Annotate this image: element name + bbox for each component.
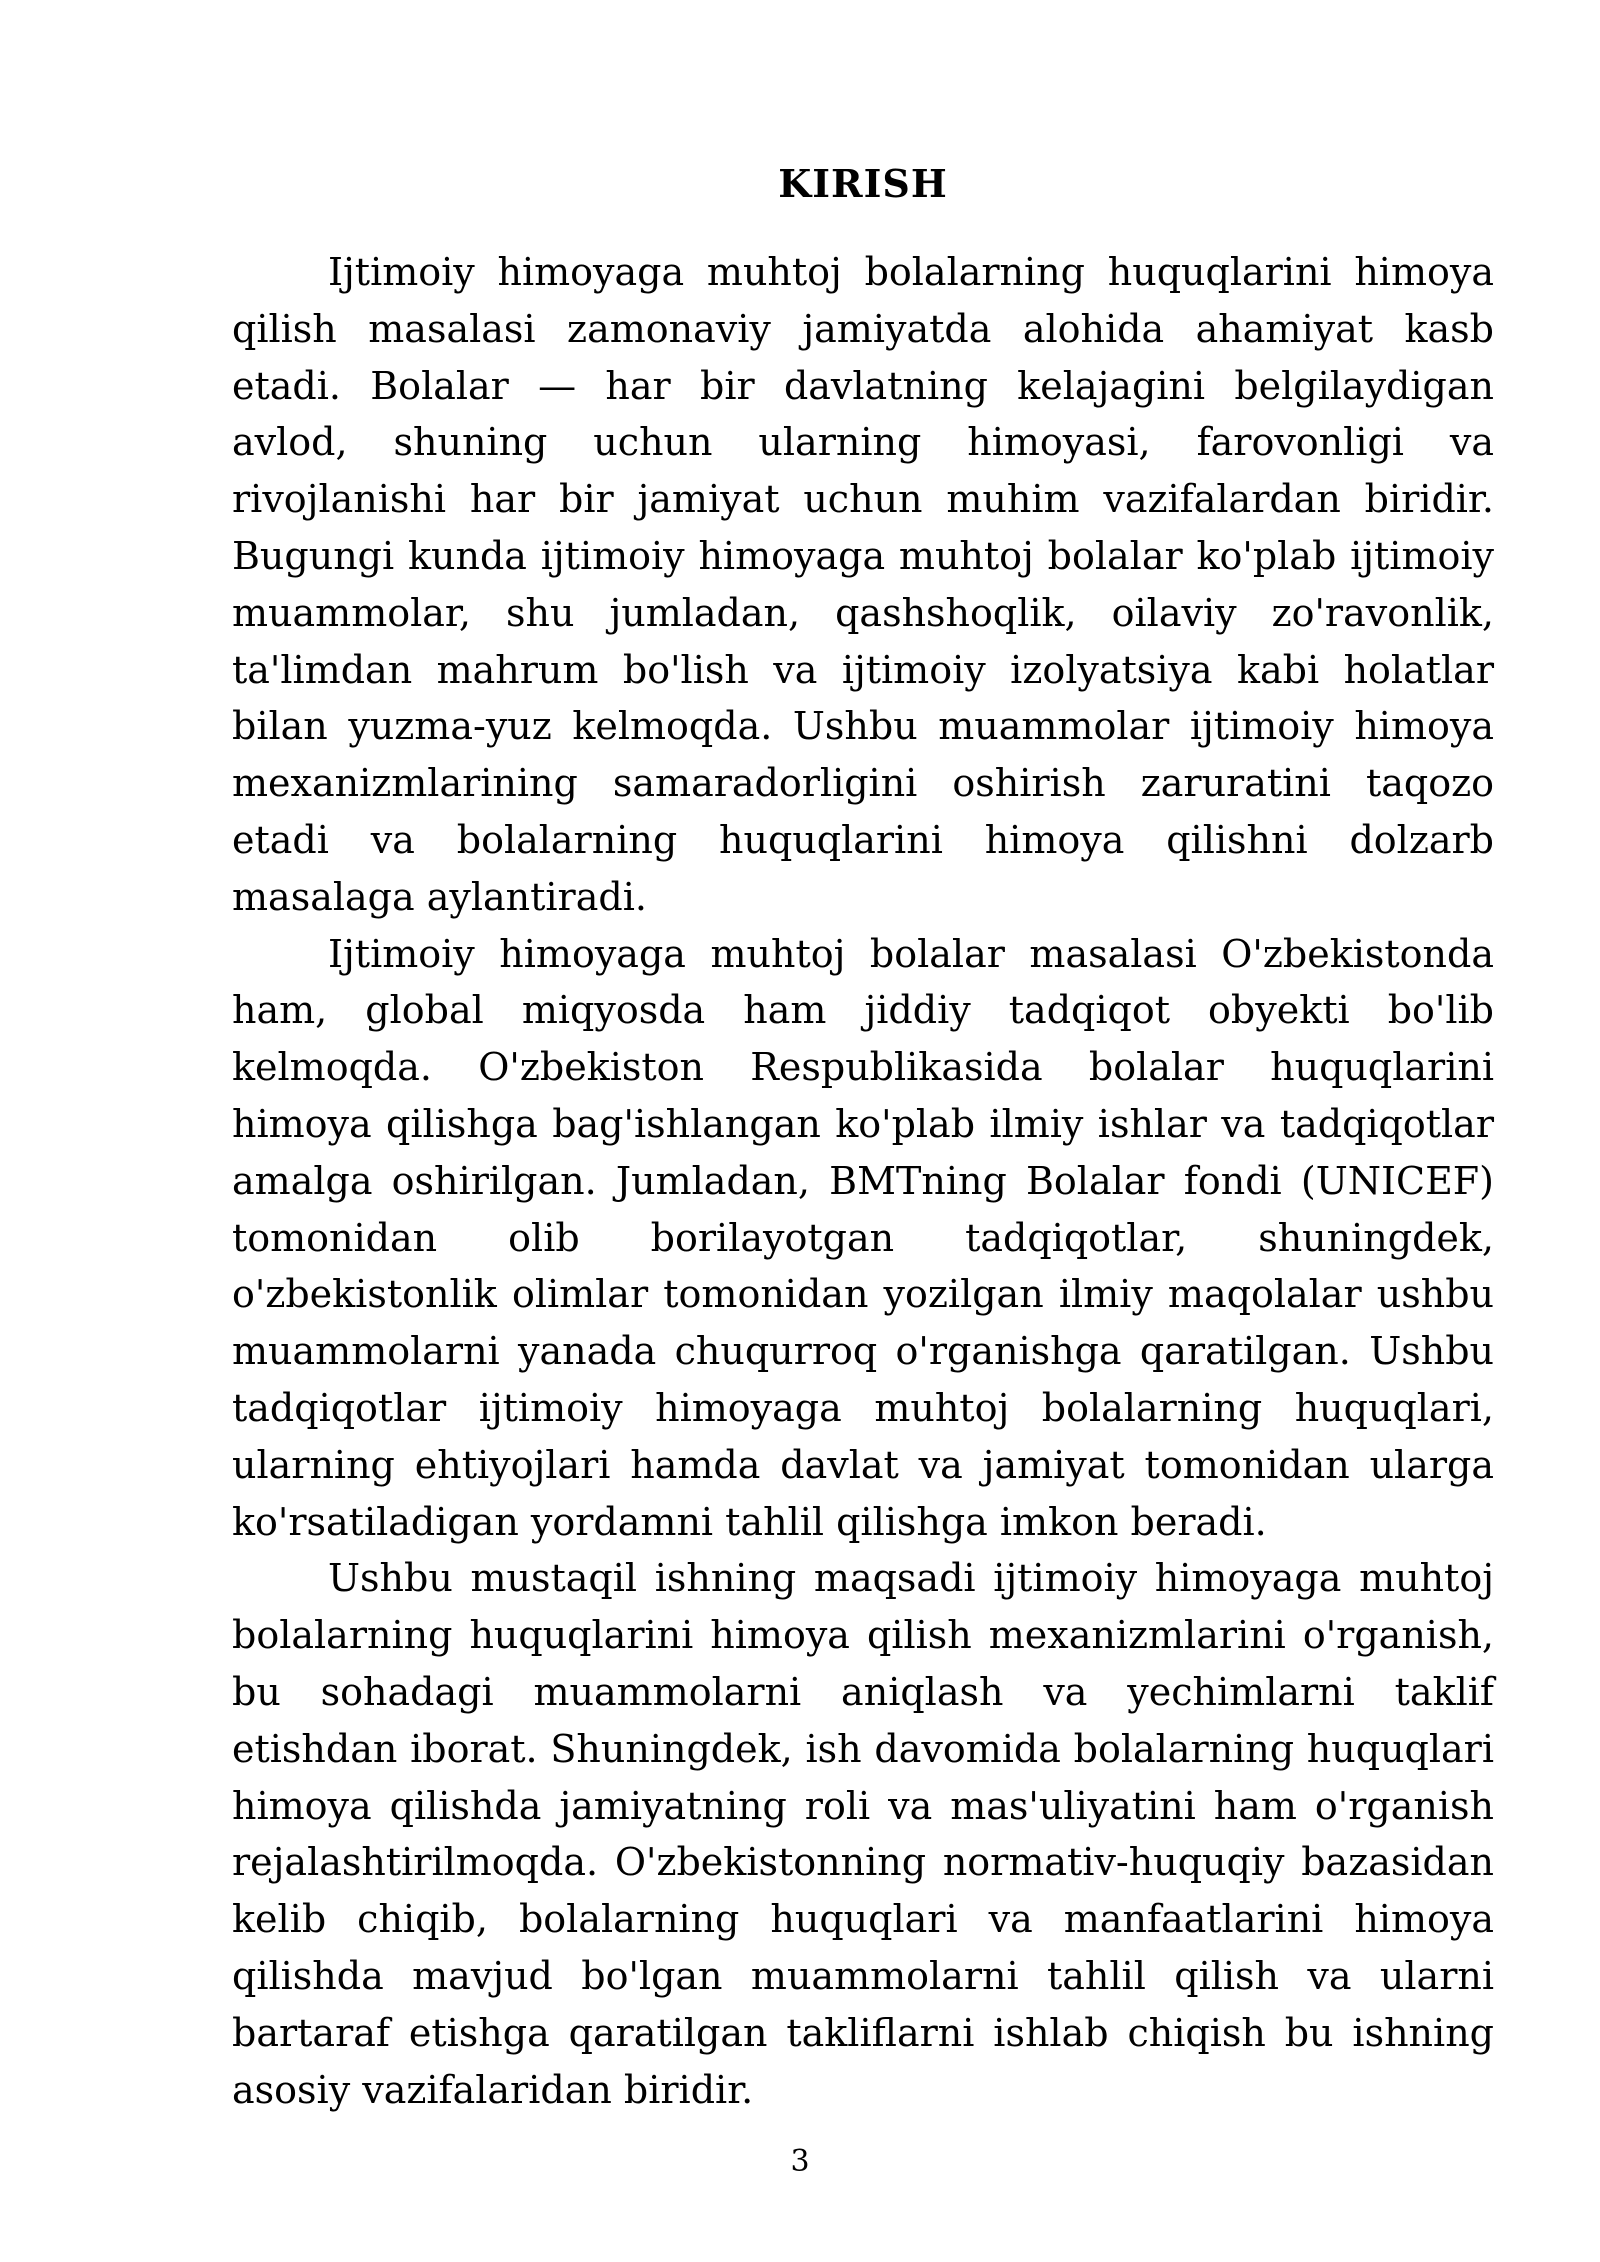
paragraph-2: Ijtimoiy himoyaga muhtoj bolalar masalasi O'zbekistonda ham, global miqyosda ham jiddiy tadqiqot obyekti bo'lib kelmoqda. O'zbekiston Respublikasida bolalar huquqlarini himoya qilishga bag'ishlangan ko'plab ilmiy ishlar va tadqiqotlar amalga oshirilgan. Jumladan, BMTning Bolalar fondi (UNICEF) tomonidan olib borilayotgan tadqiqotlar, shuningdek, o'zbekistonlik olimlar tomonidan yozilgan ilmiy maqolalar ushbu muammolarni yanada chuqurroq o'rganishga qaratilgan. Ushbu tadqiqotlar ijtimoiy himoyaga muhtoj bolalarning huquqlari, ularning ehtiyojlari hamda davlat va jamiyat tomonidan ularga ko'rsatiladigan yordamni tahlil qilishga imkon beradi.	[232, 931, 1494, 1544]
page-content	[232, 160, 1494, 2118]
paragraph-1: Ijtimoiy himoyaga muhtoj bolalarning huquqlarini himoya qilish masalasi zamonaviy jamiyatda alohida ahamiyat kasb etadi. Bolalar — har bir davlatning kelajagini belgilaydigan avlod, shuning uchun ularning himoyasi, farovonligi va rivojlanishi har bir jamiyat uchun muhim vazifalardan biridir. Bugungi kunda ijtimoiy himoyaga muhtoj bolalar ko'plab ijtimoiy muammolar, shu jumladan, qashshoqlik, oilaviy zo'ravonlik, ta'limdan mahrum bo'lish va ijtimoiy izolyatsiya kabi holatlar bilan yuzma-yuz kelmoqda. Ushbu muammolar ijtimoiy himoya mexanizmlarining samaradorligini oshirish zaruratini taqozo etadi va bolalarning huquqlarini himoya qilishni dolzarb masalaga aylantiradi.	[232, 250, 1494, 919]
page-number: 3	[790, 2144, 810, 2179]
page-title: KIRISH	[778, 161, 948, 206]
paragraph-3: Ushbu mustaqil ishning maqsadi ijtimoiy himoyaga muhtoj bolalarning huquqlarini himoya qilish mexanizmlarini o'rganish, bu sohadagi muammolarni aniqlash va yechimlarni taklif etishdan iborat. Shuningdek, ish davomida bolalarning huquqlari himoya qilishda jamiyatning roli va mas'uliyatini ham o'rganish rejalashtirilmoqda. O'zbekistonning normativ-huquqiy bazasidan kelib chiqib, bolalarning huquqlari va manfaatlarini himoya qilishda mavjud bo'lgan muammolarni tahlil qilish va ularni bartaraf etishga qaratilgan takliflarni ishlab chiqish bu ishning asosiy vazifalaridan biridir.	[232, 1556, 1494, 2112]
